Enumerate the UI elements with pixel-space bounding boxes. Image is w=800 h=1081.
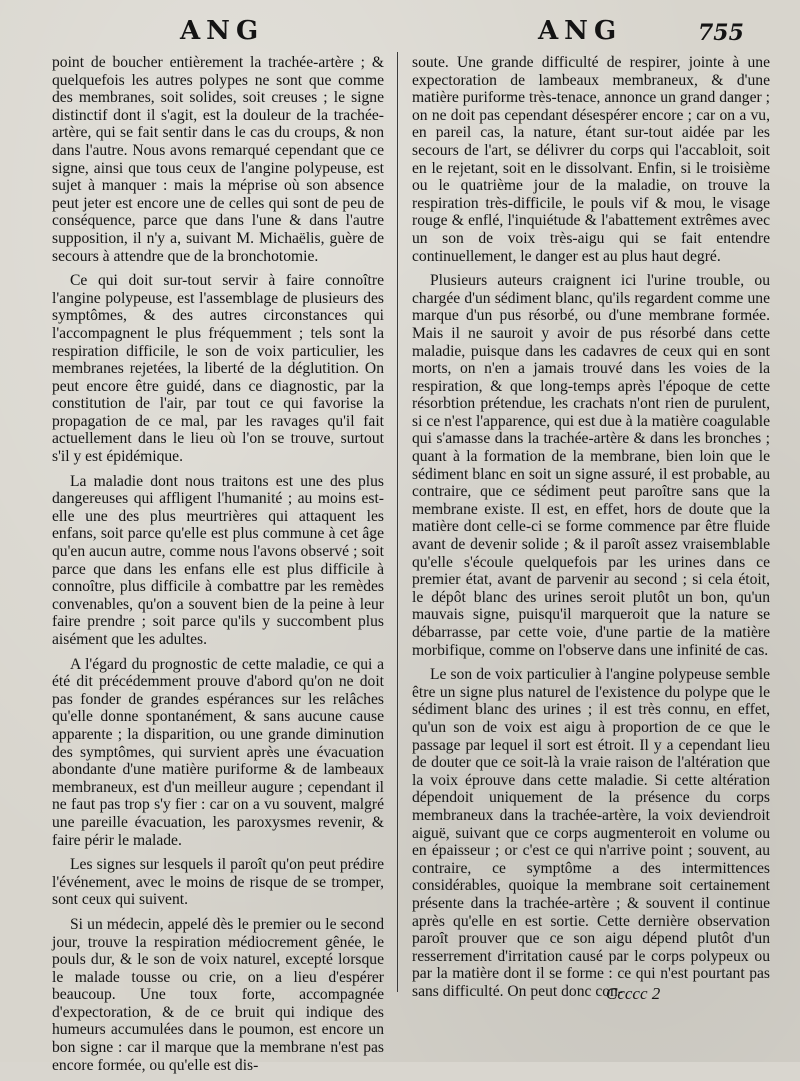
column-divider xyxy=(397,52,398,992)
left-paragraph-4: A l'égard du prognostic de cette maladie, ce qui a été dit précédemment prouve d'abord qu'on ne doit pas fonder de grandes espérances sur les relâches qu'elle donne spontanément, & sans aucune cause apparente ; la disparition, ou une grande diminution des symptômes, qui survient après une évacuation abondante d'une matière puriforme & de lambeaux membraneux, est d'un meilleur augure ; cependant il ne faut pas trop s'y fier : car on a vu souvent, malgré une pareille évacuation, les paroxysmes revenir, & faire périr le malade. xyxy=(52,655,384,849)
left-column xyxy=(52,54,384,1081)
left-paragraph-5: Les signes sur lesquels il paroît qu'on peut prédire l'événement, avec le moins de risque de se tromper, sont ceux qui suivent. xyxy=(52,856,384,909)
right-paragraph-1: soute. Une grande difficulté de respirer, jointe à une expectoration de lambeaux membraneux, & d'une matière puriforme très-tenace, annonce un grand danger ; on ne doit pas cependant désespérer encore ; car on a vu, en pareil cas, la nature, étant sur-tout aidée par les secours de l'art, se délivrer du corps qui l'accabloit, soit en le rejetant, soit en le dissolvant. Enfin, si le troisième ou le quatrième jour de la maladie, on trouve la respiration très-difficile, le pouls vif & mou, le visage rouge & enflé, l'inquiétude & l'abattement extrêmes avec un son de voix très-aigu qui se fait entendre continuellement, le danger est au plus haut degré. xyxy=(412,54,770,265)
left-paragraph-1: point de boucher entièrement la trachée-artère ; & quelquefois les autres polypes ne sont que comme des membranes, soit solides, soit creuses ; le signe distinctif dont il s'agit, est la douleur de la trachée-artère, qui se fait sentir dans le cas du croups, & non dans l'autre. Nous avons remarqué cependant que ce signe, ainsi que tous ceux de l'angine polypeuse, est sujet à manquer : mais la méprise où son absence peut jeter est encore une de celles qui sont de peu de conséquence, parce que dans l'une & dans l'autre supposition, il n'y a, suivant M. Michaëlis, guère de secours à attendre que de la bronchotomie. xyxy=(52,54,384,265)
signature-mark: Ccccc 2 xyxy=(606,984,661,1003)
running-head xyxy=(0,12,800,46)
left-paragraph-3: La maladie dont nous traitons est une des plus dangereuses qui affligent l'humanité ; au moins est-elle une des plus meurtrières qui attaquent les enfans, soit parce qu'elle est plus commune à cet âge qu'en aucun autre, comme nous l'avons observé ; soit parce que dans les enfans elle est plus difficile à connoître, plus difficile à combattre par les remèdes convenables, qu'on a souvent bien de la peine à leur faire prendre ; soit parce qu'ils y succombent plus aisément que les adultes. xyxy=(52,472,384,648)
right-paragraph-3: Le son de voix particulier à l'angine polypeuse semble être un signe plus naturel de l'existence du polype que le sédiment blanc des urines ; il est très connu, en effet, qu'un son de voix est aigu à proportion de ce que le passage par lequel il sort est étroit. Il y a cependant lieu de douter que ce soit-là la vraie raison de l'altération que la voix éprouve dans cette maladie. Si cette altération dépendoit uniquement de la présence du corps membraneux dans la trachée-artère, la voix deviendroit aiguë, suivant que ce corps augmenteroit en volume ou en épaisseur ; or c'est ce qui n'arrive point ; souvent, au contraire, ce symptôme a des intermittences considérables, quoique la membrane soit certainement présente dans la trachée-artère ; & souvent il continue après qu'elle en est sortie. Cette dernière observation paroît prouver que ce son aigu dépend plutôt d'un resserrement d'irritation causé par le corps polypeux ou par la matière dont il se forme : ce qui n'est pourtant pas sans difficulté. On peut donc con- xyxy=(412,666,770,1000)
page-number: 755 xyxy=(698,20,744,46)
right-paragraph-2: Plusieurs auteurs craignent ici l'urine trouble, ou chargée d'un sédiment blanc, qu'ils regardent comme une marque d'un pus résorbé, ou d'une membrane formée. Mais il ne sauroit y avoir de pus résorbé dans cette maladie, puisque dans les cadavres de ceux qui en sont morts, on n'en a jamais trouvé dans les voies de la respiration, & que long-temps après l'époque de cette résorbtion prétendue, les crachats n'ont rien de purulent, si ce n'est l'apparence, qui est due à la matière coagulable qui s'amasse dans la trachée-artère & dans les bronches ; quant à la formation de la membrane, bien loin que le sédiment blanc en soit un signe assuré, il est probable, au contraire, que ce sédiment peut paroître sans que la membrane existe. Il est, en effet, hors de doute que la matière dont celle-ci se forme commence par être fluide avant de devenir solide ; & il paroît assez vraisemblable qu'elle s'écoule quelquefois par les urines dans ce premier état, avant de parvenir au second ; si cela étoit, le dépôt blanc des urines seroit plutôt un bon, qu'un mauvais signe, puisqu'il marqueroit que la nature se débarrasse, par cette voie, d'une partie de la matière morbifique, comme on l'observe dans une infinité de cas. xyxy=(412,272,770,659)
running-head-right: ANG xyxy=(538,16,623,46)
right-column xyxy=(412,54,770,1007)
left-paragraph-6: Si un médecin, appelé dès le premier ou le second jour, trouve la respiration médiocrement gênée, le pouls dur, & le son de voix naturel, excepté lorsque le malade tousse ou crie, on a lieu d'espérer beaucoup. Une toux forte, accompagnée d'expectoration, & de ce bruit qui indique des humeurs accumulées dans le poumon, est encore un bon signe : car il marque que la membrane n'est pas encore formée, ou qu'elle est dis- xyxy=(52,915,384,1074)
running-head-left: ANG xyxy=(180,16,265,46)
left-paragraph-2: Ce qui doit sur-tout servir à faire connoître l'angine polypeuse, est l'assemblage de plusieurs des symptômes, & des autres circonstances qui l'accompagnent le plus fréquemment ; tels sont la respiration difficile, le son de voix particulier, les membranes rejetées, la liberté de la déglutition. On peut encore être guidé, dans ce diagnostic, par la constitution de l'air, par tout ce qui favorise la propagation de ce mal, par les ravages qu'il fait actuellement dans le lieu où l'on se trouve, surtout s'il y est épidémique. xyxy=(52,272,384,466)
